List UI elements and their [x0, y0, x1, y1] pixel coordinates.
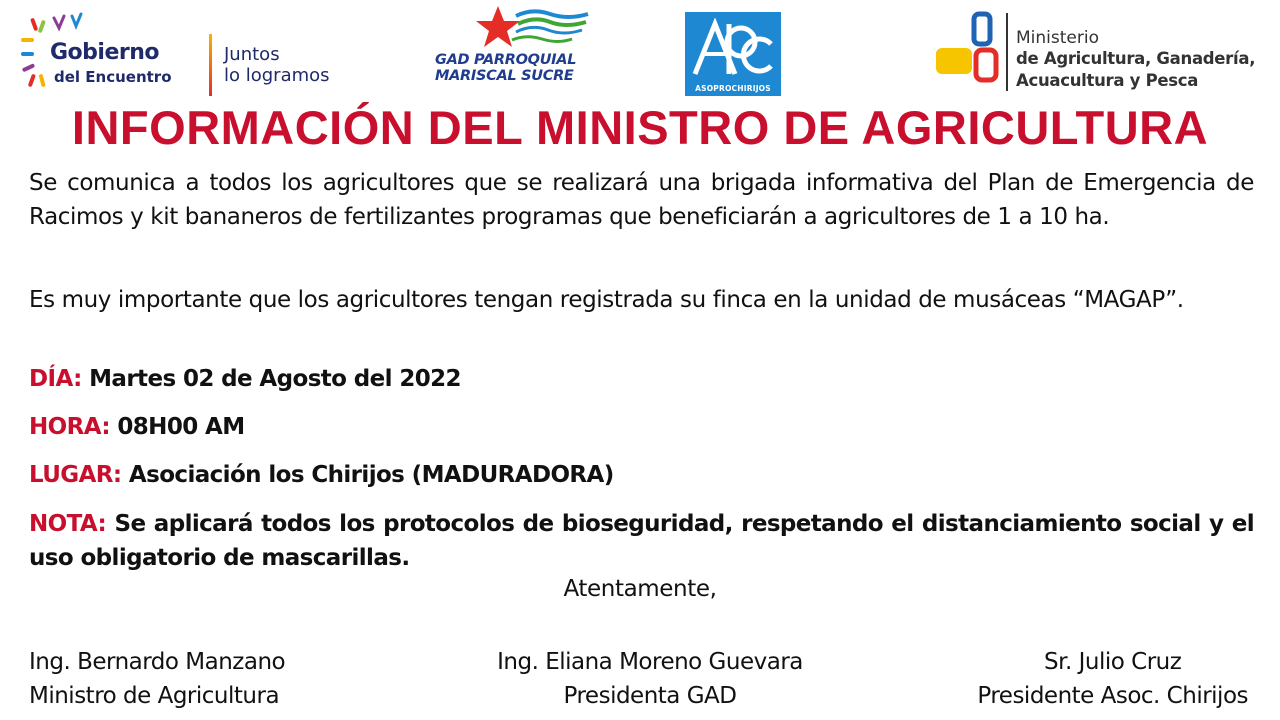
- check-marks-icon: [46, 12, 106, 34]
- closing-text: Atentamente,: [563, 576, 717, 602]
- gobierno-del-encuentro-logo: [18, 12, 363, 96]
- slogan-line-1: Juntos: [224, 44, 280, 65]
- announcement-paragraph: Se comunica a todos los agricultores que se realizará una brigada informativa del Plan de Emergencia de Racimos y kit bananeros de fertilizantes programas que beneficiarán a agricultores de 1 a 10 ha.: [29, 170, 1254, 230]
- day-field: [29, 362, 461, 396]
- gad-line-2: MARISCAL SUCRE: [435, 68, 574, 84]
- signature-name: Sr. Julio Cruz: [1044, 649, 1182, 675]
- note-label: NOTA:: [29, 511, 107, 537]
- day-label: DÍA:: [29, 366, 82, 392]
- logo-divider: [209, 34, 212, 96]
- gad-line-1: GAD PARROQUIAL: [435, 52, 577, 68]
- signature-block: [29, 645, 285, 713]
- asoprochirijos-logo: [685, 12, 781, 96]
- asoprochirijos-label: ASOPROCHIRIJOS: [695, 84, 771, 93]
- ministerio-line-3: Acuacultura y Pesca: [1016, 71, 1199, 90]
- ministerio-line-1: Ministerio: [1016, 28, 1099, 48]
- ministerio-emblem-icon: [932, 10, 1004, 94]
- day-value: Martes 02 de Agosto del 2022: [89, 366, 461, 392]
- time-label: HORA:: [29, 414, 110, 440]
- ministerio-agricultura-logo: [932, 10, 1262, 94]
- ministerio-line-2: de Agricultura, Ganadería,: [1016, 49, 1256, 68]
- signature-name: Ing. Eliana Moreno Guevara: [497, 649, 803, 675]
- note-field: [29, 507, 1254, 575]
- time-value: 08H00 AM: [117, 414, 245, 440]
- place-label: LUGAR:: [29, 462, 122, 488]
- place-value: Asociación los Chirijos (MADURADORA): [128, 462, 614, 488]
- apc-mark-icon: [691, 18, 775, 80]
- gobierno-subtitle: del Encuentro: [54, 68, 172, 86]
- signature-block: [390, 645, 910, 713]
- signature-role: Presidenta GAD: [563, 683, 737, 709]
- gad-parroquial-logo: [432, 4, 592, 92]
- signature-block: [977, 645, 1248, 713]
- registration-paragraph: Es muy importante que los agricultores tengan registrada su finca en la unidad de musáceas “MAGAP”.: [29, 287, 1184, 313]
- note-value: Se aplicará todos los protocolos de bioseguridad, respetando el distanciamiento social y el uso obligatorio de mascarillas.: [29, 511, 1254, 571]
- ministerio-divider: [1006, 13, 1008, 91]
- signature-name: Ing. Bernardo Manzano: [29, 649, 286, 675]
- star-waves-icon: [432, 4, 592, 54]
- page-title: INFORMACIÓN DEL MINISTRO DE AGRICULTURA: [71, 101, 1209, 154]
- gobierno-title: Gobierno: [50, 40, 160, 65]
- signature-role: Ministro de Agricultura: [29, 683, 280, 709]
- signature-role: Presidente Asoc. Chirijos: [977, 683, 1248, 709]
- place-field: [29, 458, 614, 492]
- time-field: [29, 410, 245, 444]
- slogan-line-2: lo logramos: [224, 65, 330, 86]
